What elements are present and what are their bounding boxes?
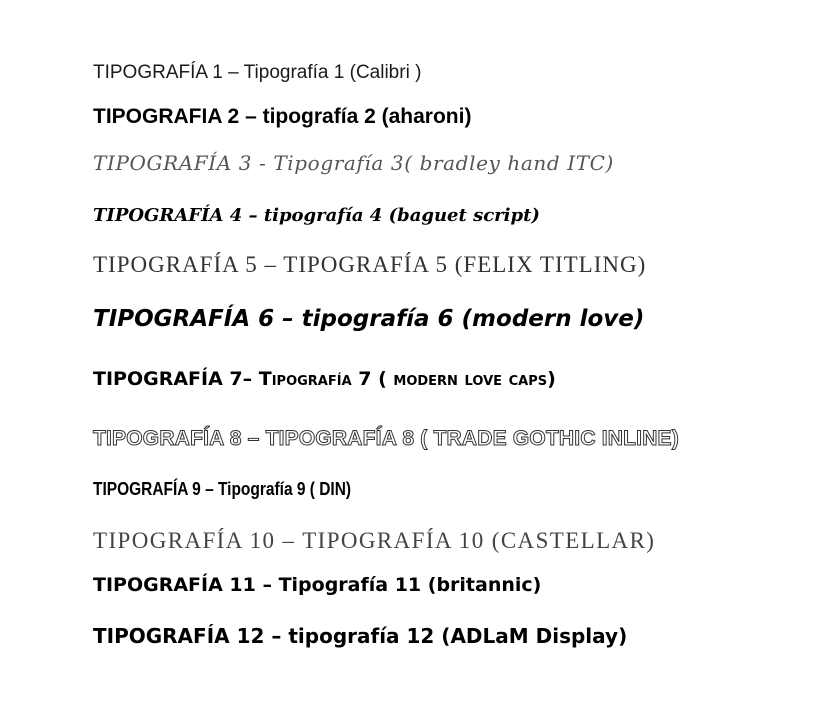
- typography-line-10: TIPOGRAFÍA 10 – TIPOGRAFÍA 10 (CASTELLAR): [93, 528, 656, 553]
- typography-line-11: TIPOGRAFÍA 11 – Tipografía 11 (britannic): [93, 574, 542, 596]
- typography-line-8: TIPOGRAFÍA 8 – TIPOGRAFÍA 8 ( TRADE GOTHIC INLINE): [93, 427, 679, 450]
- typography-line-5: TIPOGRAFÍA 5 – TIPOGRAFÍA 5 (FELIX TITLING): [93, 252, 647, 277]
- typography-line-1: TIPOGRAFÍA 1 – Tipografía 1 (Calibri ): [93, 62, 422, 83]
- typography-line-4: TIPOGRAFÍA 4 – tipografía 4 (baguet script): [93, 205, 540, 226]
- typography-line-9: TIPOGRAFÍA 9 – Tipografía 9 ( DIN): [93, 479, 352, 499]
- typography-line-6: TIPOGRAFÍA 6 – tipografía 6 (modern love): [93, 306, 645, 332]
- typography-line-12: TIPOGRAFÍA 12 – tipografía 12 (ADLaM Display): [93, 624, 628, 648]
- typography-line-7: TIPOGRAFÍA 7– Tipografía 7 ( modern love caps): [93, 368, 556, 390]
- typography-line-3: TIPOGRAFÍA 3 - Tipografía 3( bradley hand ITC): [93, 151, 614, 175]
- typography-line-2: TIPOGRAFIA 2 – tipografía 2 (aharoni): [93, 105, 472, 128]
